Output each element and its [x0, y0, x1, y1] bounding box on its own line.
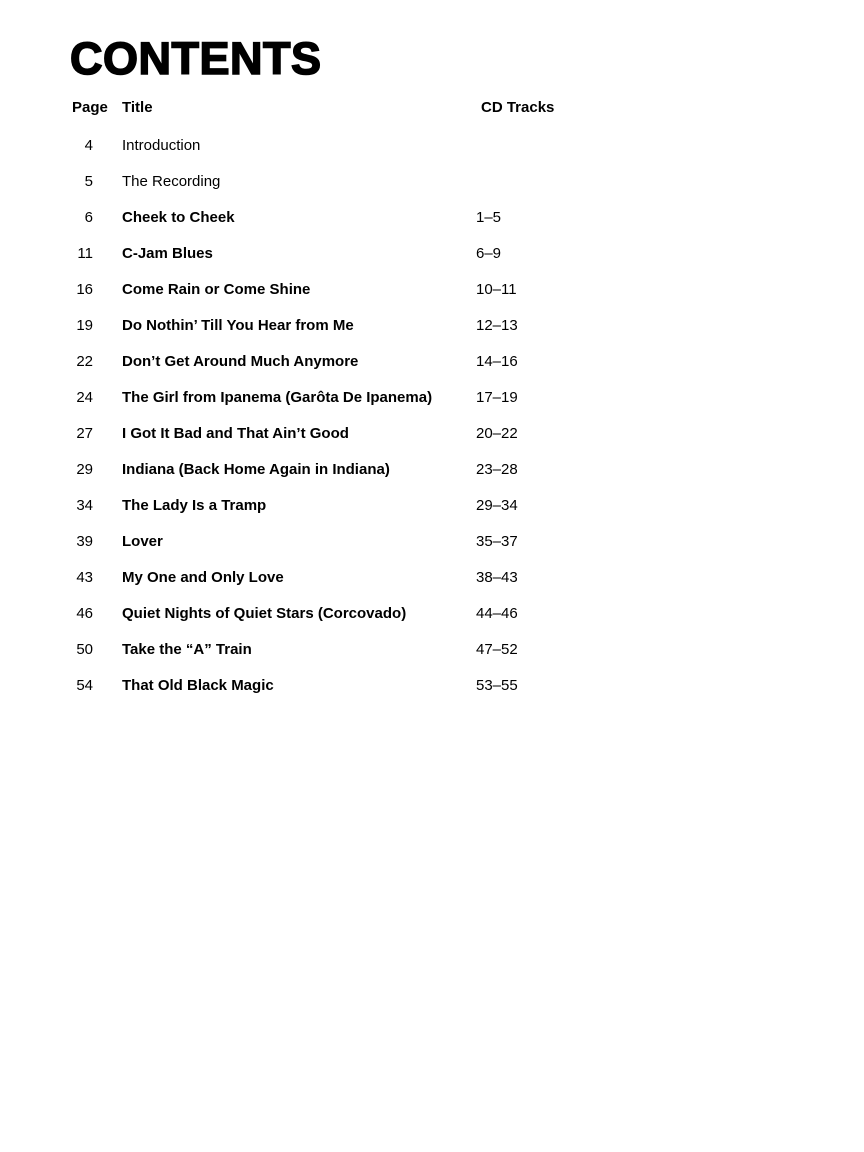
toc-cd-tracks: 20–22: [476, 425, 518, 442]
column-header-page: Page: [72, 99, 108, 116]
toc-row: [72, 385, 792, 421]
toc-row: [72, 529, 792, 565]
page-title: CONTENTS: [70, 33, 322, 84]
toc-cd-tracks: 29–34: [476, 497, 518, 514]
toc-page-number: 43: [76, 569, 93, 586]
toc-page-number: 4: [84, 137, 93, 154]
toc-row: [72, 349, 792, 385]
toc-cd-tracks: 1–5: [476, 209, 502, 226]
toc-entry-title: Don’t Get Around Much Anymore: [122, 353, 359, 370]
toc-page-number: 27: [76, 425, 93, 442]
toc-page-number: 16: [76, 281, 93, 298]
toc-row: [72, 493, 792, 529]
toc-column-headers: [72, 100, 554, 116]
toc-row: [72, 277, 792, 313]
toc-entry-title: Do Nothin’ Till You Hear from Me: [122, 317, 354, 334]
toc-page-number: 34: [76, 497, 93, 514]
toc-entry-title: Take the “A” Train: [122, 641, 252, 658]
toc-cd-tracks: 10–11: [476, 281, 517, 298]
toc-cd-tracks: 12–13: [476, 317, 518, 334]
toc-row: [72, 673, 792, 709]
toc-entry-title: The Girl from Ipanema (Garôta De Ipanema): [122, 389, 433, 406]
toc-entry-title: The Recording: [122, 173, 221, 190]
toc-entry-title: Quiet Nights of Quiet Stars (Corcovado): [122, 605, 407, 622]
toc-cd-tracks: 47–52: [476, 641, 518, 658]
toc-entry-title: Cheek to Cheek: [122, 209, 235, 226]
toc-entry-title: That Old Black Magic: [122, 677, 274, 694]
toc-page-number: 6: [84, 209, 93, 226]
toc-row: [72, 601, 792, 637]
toc-entry-title: Lover: [122, 533, 163, 550]
toc-page-number: 39: [76, 533, 93, 550]
toc-cd-tracks: 53–55: [476, 677, 518, 694]
toc-cd-tracks: 44–46: [476, 605, 518, 622]
toc-row: [72, 205, 792, 241]
toc-row: [72, 565, 792, 601]
toc-entry-title: I Got It Bad and That Ain’t Good: [122, 425, 349, 442]
toc-page-number: 24: [76, 389, 93, 406]
toc-row: [72, 637, 792, 673]
toc-row: [72, 313, 792, 349]
toc-page-number: 5: [84, 173, 93, 190]
toc-cd-tracks: 17–19: [476, 389, 518, 406]
toc-page-number: 29: [76, 461, 93, 478]
toc-page-number: 54: [76, 677, 93, 694]
toc-entry-title: Come Rain or Come Shine: [122, 281, 311, 298]
toc-page-number: 11: [77, 245, 93, 262]
toc-cd-tracks: 38–43: [476, 569, 518, 586]
toc-cd-tracks: 14–16: [476, 353, 518, 370]
toc-row: [72, 241, 792, 277]
toc-row: [72, 421, 792, 457]
toc-cd-tracks: 35–37: [476, 533, 518, 550]
toc-page-number: 50: [76, 641, 93, 658]
toc-cd-tracks: 6–9: [476, 245, 502, 262]
toc-entry-title: Introduction: [122, 137, 201, 154]
toc-entry-title: The Lady Is a Tramp: [122, 497, 267, 514]
toc-page-number: 46: [76, 605, 93, 622]
toc-entry-title: My One and Only Love: [122, 569, 284, 586]
toc-list: [72, 133, 792, 709]
toc-row: [72, 133, 792, 169]
toc-page-number: 22: [76, 353, 93, 370]
toc-entry-title: Indiana (Back Home Again in Indiana): [122, 461, 390, 478]
column-header-cd-tracks: CD Tracks: [481, 99, 555, 116]
toc-entry-title: C-Jam Blues: [122, 245, 213, 262]
toc-page-number: 19: [76, 317, 93, 334]
toc-row: [72, 457, 792, 493]
toc-row: [72, 169, 792, 205]
toc-cd-tracks: 23–28: [476, 461, 518, 478]
column-header-title: Title: [122, 99, 153, 116]
